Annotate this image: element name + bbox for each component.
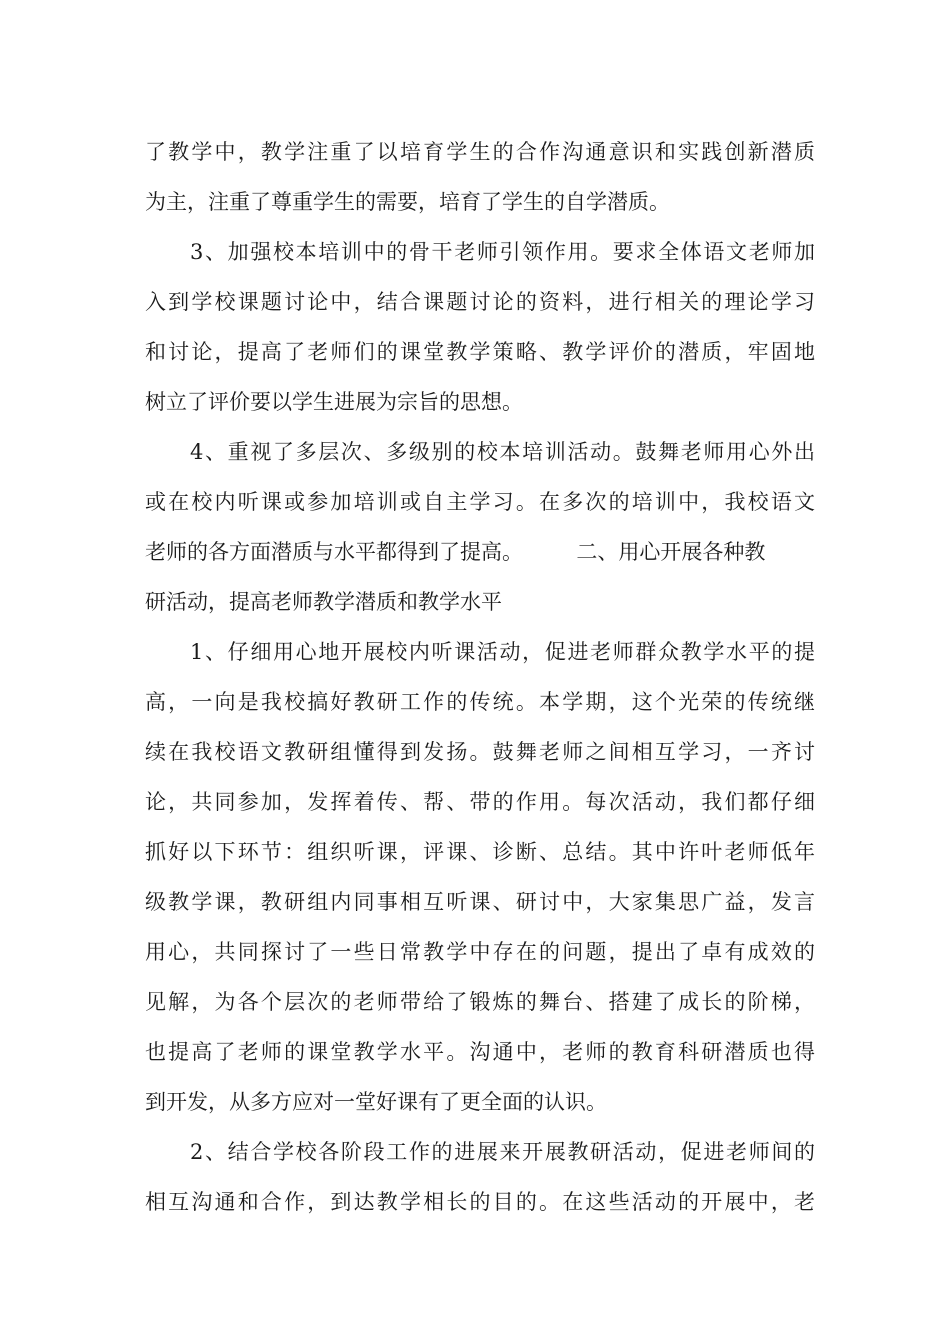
text-line: 级教学课，教研组内同事相互听课、研讨中，大家集思广益，发言 xyxy=(145,890,815,914)
text-line: 或在校内听课或参加培训或自主学习。在多次的培训中，我校语文 xyxy=(145,490,815,514)
text-line: 见解，为各个层次的老师带给了锻炼的舞台、搭建了成长的阶梯， xyxy=(145,990,815,1014)
paragraph-first-line: 2、结合学校各阶段工作的进展来开展教研活动，促进老师间的 xyxy=(190,1140,815,1164)
text-line: 也提高了老师的课堂教学水平。沟通中，老师的教育科研潜质也得 xyxy=(145,1040,815,1064)
paragraph-first-line: 1、仔细用心地开展校内听课活动，促进老师群众教学水平的提 xyxy=(190,640,815,664)
text-line: 续在我校语文教研组懂得到发扬。鼓舞老师之间相互学习，一齐讨 xyxy=(145,740,815,764)
text-line: 相互沟通和合作，到达教学相长的目的。在这些活动的开展中，老 xyxy=(145,1190,815,1214)
paragraph-first-line: 3、加强校本培训中的骨干老师引领作用。要求全体语文老师加 xyxy=(190,240,815,264)
text-line: 和讨论，提高了老师们的课堂教学策略、教学评价的潜质，牢固地 xyxy=(145,340,815,364)
text-line: 抓好以下环节：组织听课，评课、诊断、总结。其中许叶老师低年 xyxy=(145,840,815,864)
text-line: 论，共同参加，发挥着传、帮、带的作用。每次活动，我们都仔细 xyxy=(145,790,815,814)
text-line: 入到学校课题讨论中，结合课题讨论的资料，进行相关的理论学习 xyxy=(145,290,815,314)
paragraph-first-line: 4、重视了多层次、多级别的校本培训活动。鼓舞老师用心外出 xyxy=(190,440,815,464)
text-line: 了教学中，教学注重了以培育学生的合作沟通意识和实践创新潜质 xyxy=(145,140,815,164)
text-line: 用心，共同探讨了一些日常教学中存在的问题，提出了卓有成效的 xyxy=(145,940,815,964)
text-line: 研活动，提高老师教学潜质和教学水平 xyxy=(145,590,502,614)
text-line: 高，一向是我校搞好教研工作的传统。本学期，这个光荣的传统继 xyxy=(145,690,815,714)
text-line: 树立了评价要以学生进展为宗旨的思想。 xyxy=(145,390,523,414)
text-line: 到开发，从多方应对一堂好课有了更全面的认识。 xyxy=(145,1090,607,1114)
text-line: 老师的各方面潜质与水平都得到了提高。 二、用心开展各种教 xyxy=(145,540,766,564)
text-line: 为主，注重了尊重学生的需要，培育了学生的自学潜质。 xyxy=(145,190,670,214)
body-text xyxy=(145,127,815,1227)
